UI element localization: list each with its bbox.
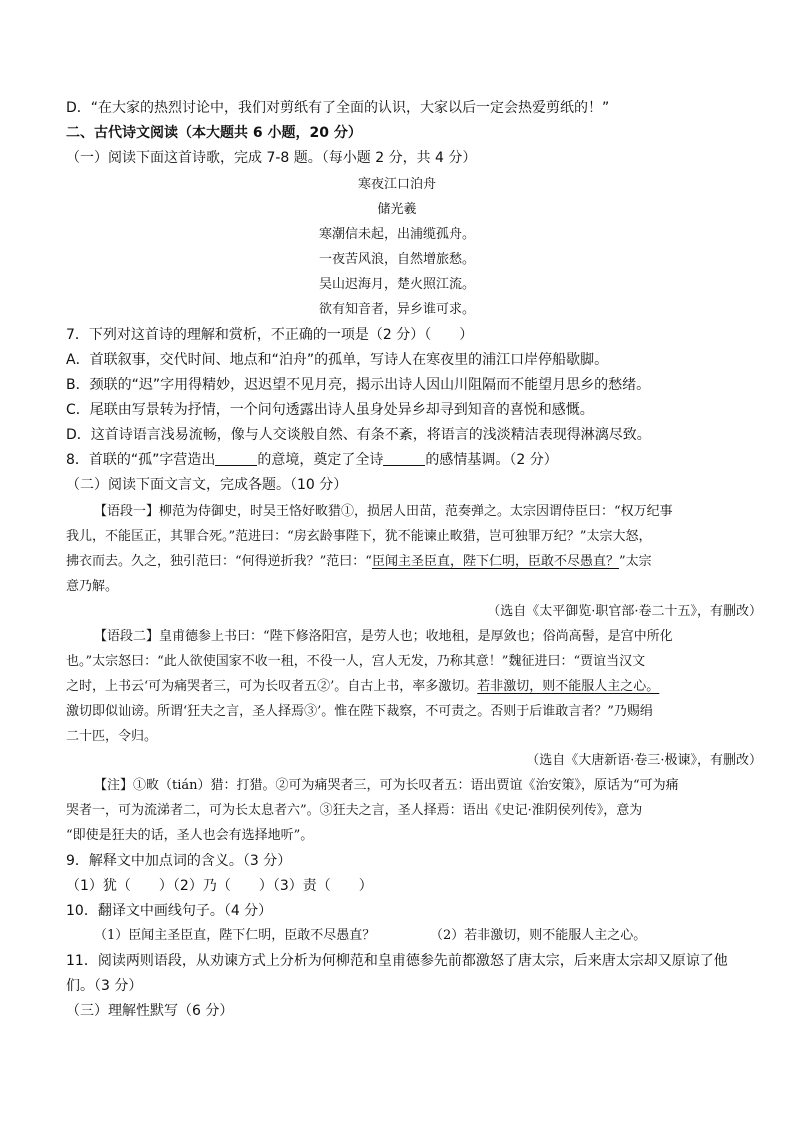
question-8: [66, 450, 558, 470]
question-9-items: （1）犹（ ）（2）乃（ ）（3）责（ ）: [66, 878, 373, 894]
question-7-option-d: D．这首诗语言浅易流畅，像与人交谈般自然、有条不紊，将语言的浅淡精洁表现得淋漓尽致。: [66, 427, 651, 443]
footnote-line: “即使是狂夫的话，圣人也会有选择地听”。: [66, 828, 314, 843]
passage-2-line: 激切即似讪谤。所谓‘狂夫之言，圣人择焉③’。惟在陛下裁察，不可责之。否则于后谁敢言者？”乃赐绢: [66, 704, 653, 719]
footnote-line: 哭者一，可为流涕者二，可为长太息者六”。③狂夫之言，圣人择焉：语出《史记·淮阴侯列传》，意为: [66, 803, 643, 818]
poem-line: 吴山迟海月，楚火照江流。: [318, 277, 475, 292]
passage-2-line: [66, 677, 659, 697]
question-8-part: 的意境，奠定了全诗: [257, 452, 384, 468]
question-7-option-a: A．首联叙事，交代时间、地点和“泊舟”的孤单，写诗人在寒夜里的浦江口岸停船歇脚。: [66, 352, 609, 368]
question-11: 11．阅读两则语段，从劝谏方式上分析为何柳范和皇甫德参先前都激怒了唐太宗，后来唐太宗却又原谅了他: [66, 953, 728, 969]
question-11-cont: 们。（3 分）: [66, 978, 143, 994]
passage-2-text: 之时，上书云‘可为痛哭者三，可为长叹者五②’。自古上书，率多激切。: [66, 679, 478, 694]
question-7-option-b: B．颈联的“迟”字用得精妙，迟迟望不见月亮，揭示出诗人因山川阻隔而不能望月思乡的愁绪。: [66, 377, 651, 393]
passage-2-line: 也。”太宗怒曰：“此人欲使国家不收一租，不役一人，宫人无发，乃称其意！”魏征进曰：“贾谊当汉文: [66, 654, 646, 669]
passage-1-line: 意乃解。: [66, 579, 119, 594]
question-8-part: 8．首联的“孤”字营造出: [66, 452, 216, 468]
poem-title: 寒夜江口泊舟: [357, 177, 436, 192]
underlined-sentence-1: 臣闻主圣臣直，陛下仁明，臣敢不尽愚直？: [371, 554, 619, 569]
question-7: 7．下列对这首诗的理解和赏析，不正确的一项是（2 分）（ ）: [66, 327, 474, 343]
answer-blank[interactable]: [215, 451, 257, 466]
underlined-sentence-2: 若非激切，则不能服人主之心。: [477, 679, 660, 694]
passage-1-text: ”太宗: [618, 554, 652, 569]
question-10: 10．翻译文中画线句子。（4 分）: [66, 903, 273, 919]
footnote-line: 【注】①畋（tián）猎：打猎。②可为痛哭者三，可为长叹者五：语出贾谊《治安策》，原话为“可为痛: [94, 778, 679, 793]
passage-1-line: 【语段一】柳范为侍御史，时吴王恪好畋猎①，损居人田苗，范奏弹之。太宗因谓侍臣曰：“权万纪事: [94, 504, 673, 519]
passage-2-line: 二十匹，令归。: [66, 729, 158, 744]
subsection-1-intro: （一）阅读下面这首诗歌，完成 7-8 题。（每小题 2 分，共 4 分）: [66, 150, 477, 166]
poem-line: 欲有知音者，异乡谁可求。: [318, 302, 475, 317]
section-2-title: 二、古代诗文阅读（本大题共 6 小题，20 分）: [66, 125, 362, 141]
passage-1-line: [66, 552, 652, 572]
question-7-option-c: C．尾联由写景转为抒情，一个问句透露出诗人虽身处异乡却寻到知音的喜悦和感慨。: [66, 402, 594, 418]
poem-author: 储光羲: [377, 202, 417, 217]
passage-1-line: 我儿，不能匡正，其罪合死。”范进曰：“房玄龄事陛下，犹不能谏止畋猎，岂可独罪万纪？”太宗大怒，: [66, 529, 652, 544]
question-9: 9．解释文中加点词的含义。（3 分）: [66, 853, 292, 869]
passage-2-source: （选自《大唐新语·卷三·极谏》，有删改）: [526, 753, 762, 768]
subsection-3-title: （三）理解性默写（6 分）: [66, 1003, 234, 1019]
question-10-item-2: （2）若非激切，则不能服人主之心。: [430, 928, 647, 943]
passage-1-text: 拂衣而去。久之，独引范曰：“何得逆折我？”范曰：“: [66, 554, 372, 569]
option-d-prev-question: D．“在大家的热烈讨论中，我们对剪纸有了全面的认识，大家以后一定会热爱剪纸的！”: [66, 100, 610, 116]
passage-1-source: （选自《太平御览·职官部·卷二十五》，有删改）: [487, 604, 762, 619]
passage-2-line: 【语段二】皇甫德参上书曰：“陛下修洛阳宫，是劳人也；收地租，是厚敛也；俗尚高髻，是宫中所化: [94, 629, 673, 644]
poem-line: 一夜苦风浪，自然增旅愁。: [318, 252, 475, 267]
subsection-2-intro: （二）阅读下面文言文，完成各题。（10 分）: [66, 477, 348, 493]
question-10-item-1: （1）臣闻主圣臣直，陛下仁明，臣敢不尽愚直？: [94, 928, 376, 943]
answer-blank[interactable]: [383, 451, 425, 466]
question-8-part: 的感情基调。（2 分）: [425, 452, 558, 468]
poem-line: 寒潮信未起，出浦缆孤舟。: [318, 227, 475, 242]
